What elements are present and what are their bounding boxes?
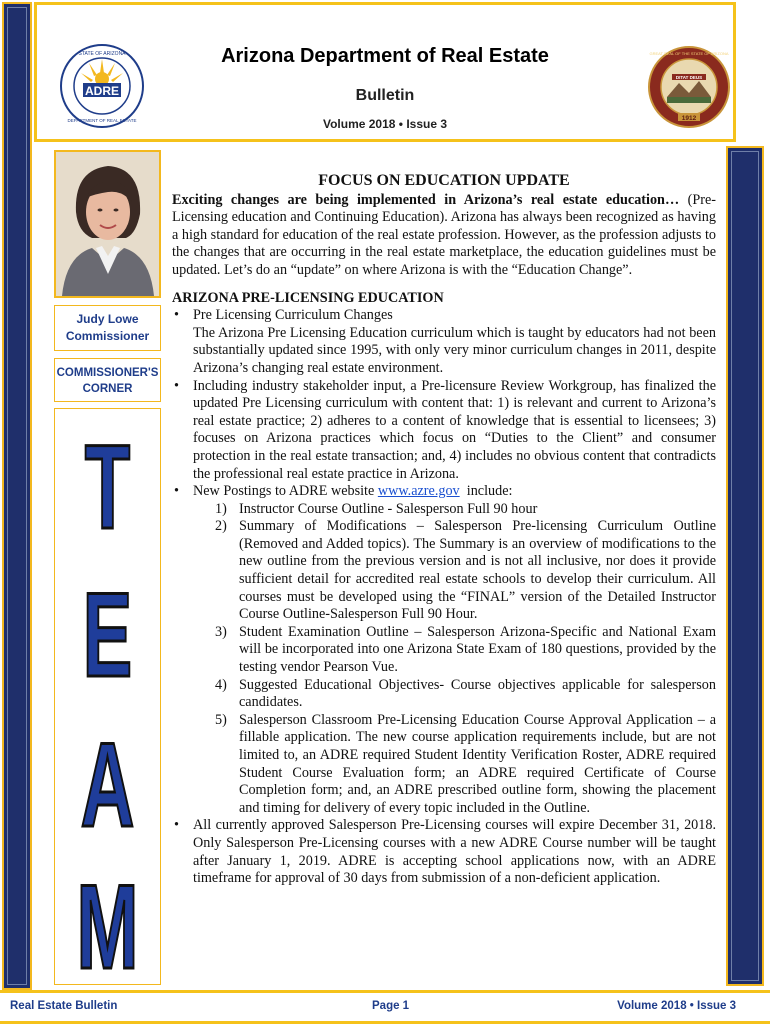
left-side-bar (2, 2, 32, 990)
commissioner-role: Commissioner (65, 329, 150, 343)
bullet-1-body: The Arizona Pre Licensing Education curriculum which is taught by educators had not been substantially updated since 1995, with only very minor curriculum changes in 2011, despite Arizona’s changing real estate environment. (193, 324, 716, 376)
seal-year: 1912 (681, 115, 697, 122)
team-letter-m: M (76, 860, 139, 994)
bullet-list (172, 307, 716, 888)
section-heading: ARIZONA PRE-LICENSING EDUCATION (172, 289, 444, 306)
commissioner-photo (54, 150, 161, 298)
intro-body: (Pre-Licensing education and Continuing Education). Arizona has always been recognized as having a high standard for education of the real estate profession. However, as the profession adjusts to the changes that are occurring in the real estate marketplace, the education guidelines must be updated. Let’s do an “update” on where Arizona is with the “Education Change”. (172, 191, 716, 278)
bullet-3-pre: New Postings to ADRE website (193, 483, 378, 500)
corner-line-1: COMMISSIONER'S (56, 367, 159, 379)
posting-item: 2) Summary of Modifications – Salesperson Pre-licensing Curriculum Outline (Removed and Added topics). The Summary is an overview of modifications to the new outline from the previous version and is not all inclusive, nor does it provide sufficient detail for accredited real estate schools to develop their curriculum. All courses must be developed using the “FINAL” version of the Detailed Instructor Course Outline-Salesperson Full 90 Hour. (215, 518, 716, 623)
bullet-course-expiration: • All currently approved Salesperson Pre-Licensing courses will expire December 31, 2018. Only Salesperson Pre-Licensing courses with a new ADRE Course number will be taught after January 1, 2019. ADRE is accepting school applications now, with an ADRE timeframe for approval of 30 days from submission of a non-deficient application. (193, 817, 716, 887)
commissioners-corner-box (54, 358, 161, 402)
commissioner-name: Judy Lowe (76, 312, 139, 326)
bullet-workgroup: • Including industry stakeholder input, a Pre-licensure Review Workgroup, has finalized the updated Pre Licensing curriculum with content that: 1) is relevant and current to Arizona’s real estate practice; 2) adheres to a content of knowledge that is essential to licensees; 3) focuses on Arizona practices which focus on “Duties to the Client” and consumer protection in the real estate transaction; and, 4) includes no obvious content that contradicts the professional real estate practice in Arizona. (193, 378, 716, 484)
article-body (172, 172, 716, 888)
adre-logo-bottom-text: DEPARTMENT OF REAL ESTATE (67, 118, 137, 123)
posting-item: 3) Student Examination Outline – Salesperson Arizona-Specific and National Exam will be incorporated into one Arizona State Exam of 180 questions, provided by the testing vendor Pearson Vue. (215, 623, 716, 676)
azre-website-link[interactable]: www.azre.gov (377, 483, 460, 500)
posting-item: 5) Salesperson Classroom Pre-Licensing Education Course Approval Application – a fillable application. The new course application requirements include, but are not limited to, an ADRE required Student Identity Verification Roster, ADRE required Student Course Evaluation form; an ADRE required Certificate of Course Completion form; and, an ADRE prescribed outline form, showing the placement and timing for delivery of every topic included in the Outline. (215, 711, 716, 816)
seal-ring-text: GREAT SEAL OF THE STATE OF ARIZONA (649, 51, 729, 56)
page-title: Arizona Department of Real Estate (221, 45, 549, 67)
intro-lead: Exciting changes are being implemented in Arizona’s real estate education… (172, 191, 680, 208)
right-side-bar (726, 146, 764, 986)
article-title: FOCUS ON EDUCATION UPDATE (318, 172, 570, 189)
bullet-1-title: • Pre Licensing Curriculum Changes (193, 307, 393, 324)
team-letter-t: T (84, 420, 131, 554)
bullet-curriculum-changes (193, 307, 716, 377)
team-letter-a: A (80, 718, 135, 852)
page-footer (0, 990, 770, 1024)
team-acrostic (54, 408, 161, 994)
footer-volume: Volume 2018 • Issue 3 (617, 1000, 736, 1012)
bulletin-header (34, 2, 736, 142)
seal-motto: DITAT DEUS (675, 75, 703, 80)
footer-page-number: Page 1 (372, 1000, 410, 1012)
bullet-new-postings (193, 483, 716, 817)
adre-logo-ring-text: STATE OF ARIZONA (78, 51, 126, 57)
footer-publication: Real Estate Bulletin (10, 1000, 118, 1012)
intro-paragraph (172, 192, 716, 280)
posting-item: 1) Instructor Course Outline - Salesperson Full 90 hour (215, 500, 538, 517)
posting-item: 4) Suggested Educational Objectives- Course objectives applicable for salesperson candidates. (215, 676, 716, 711)
volume-issue: Volume 2018 • Issue 3 (322, 117, 448, 131)
team-letter-e: E (82, 568, 133, 702)
postings-list (193, 501, 716, 818)
arizona-state-seal (647, 45, 731, 129)
commissioner-caption (54, 305, 161, 351)
page-subtitle: Bulletin (355, 87, 415, 104)
adre-logo-center-text: ADRE (84, 84, 120, 98)
corner-line-2: CORNER (82, 383, 133, 395)
bullet-3-post: include: (459, 483, 513, 500)
